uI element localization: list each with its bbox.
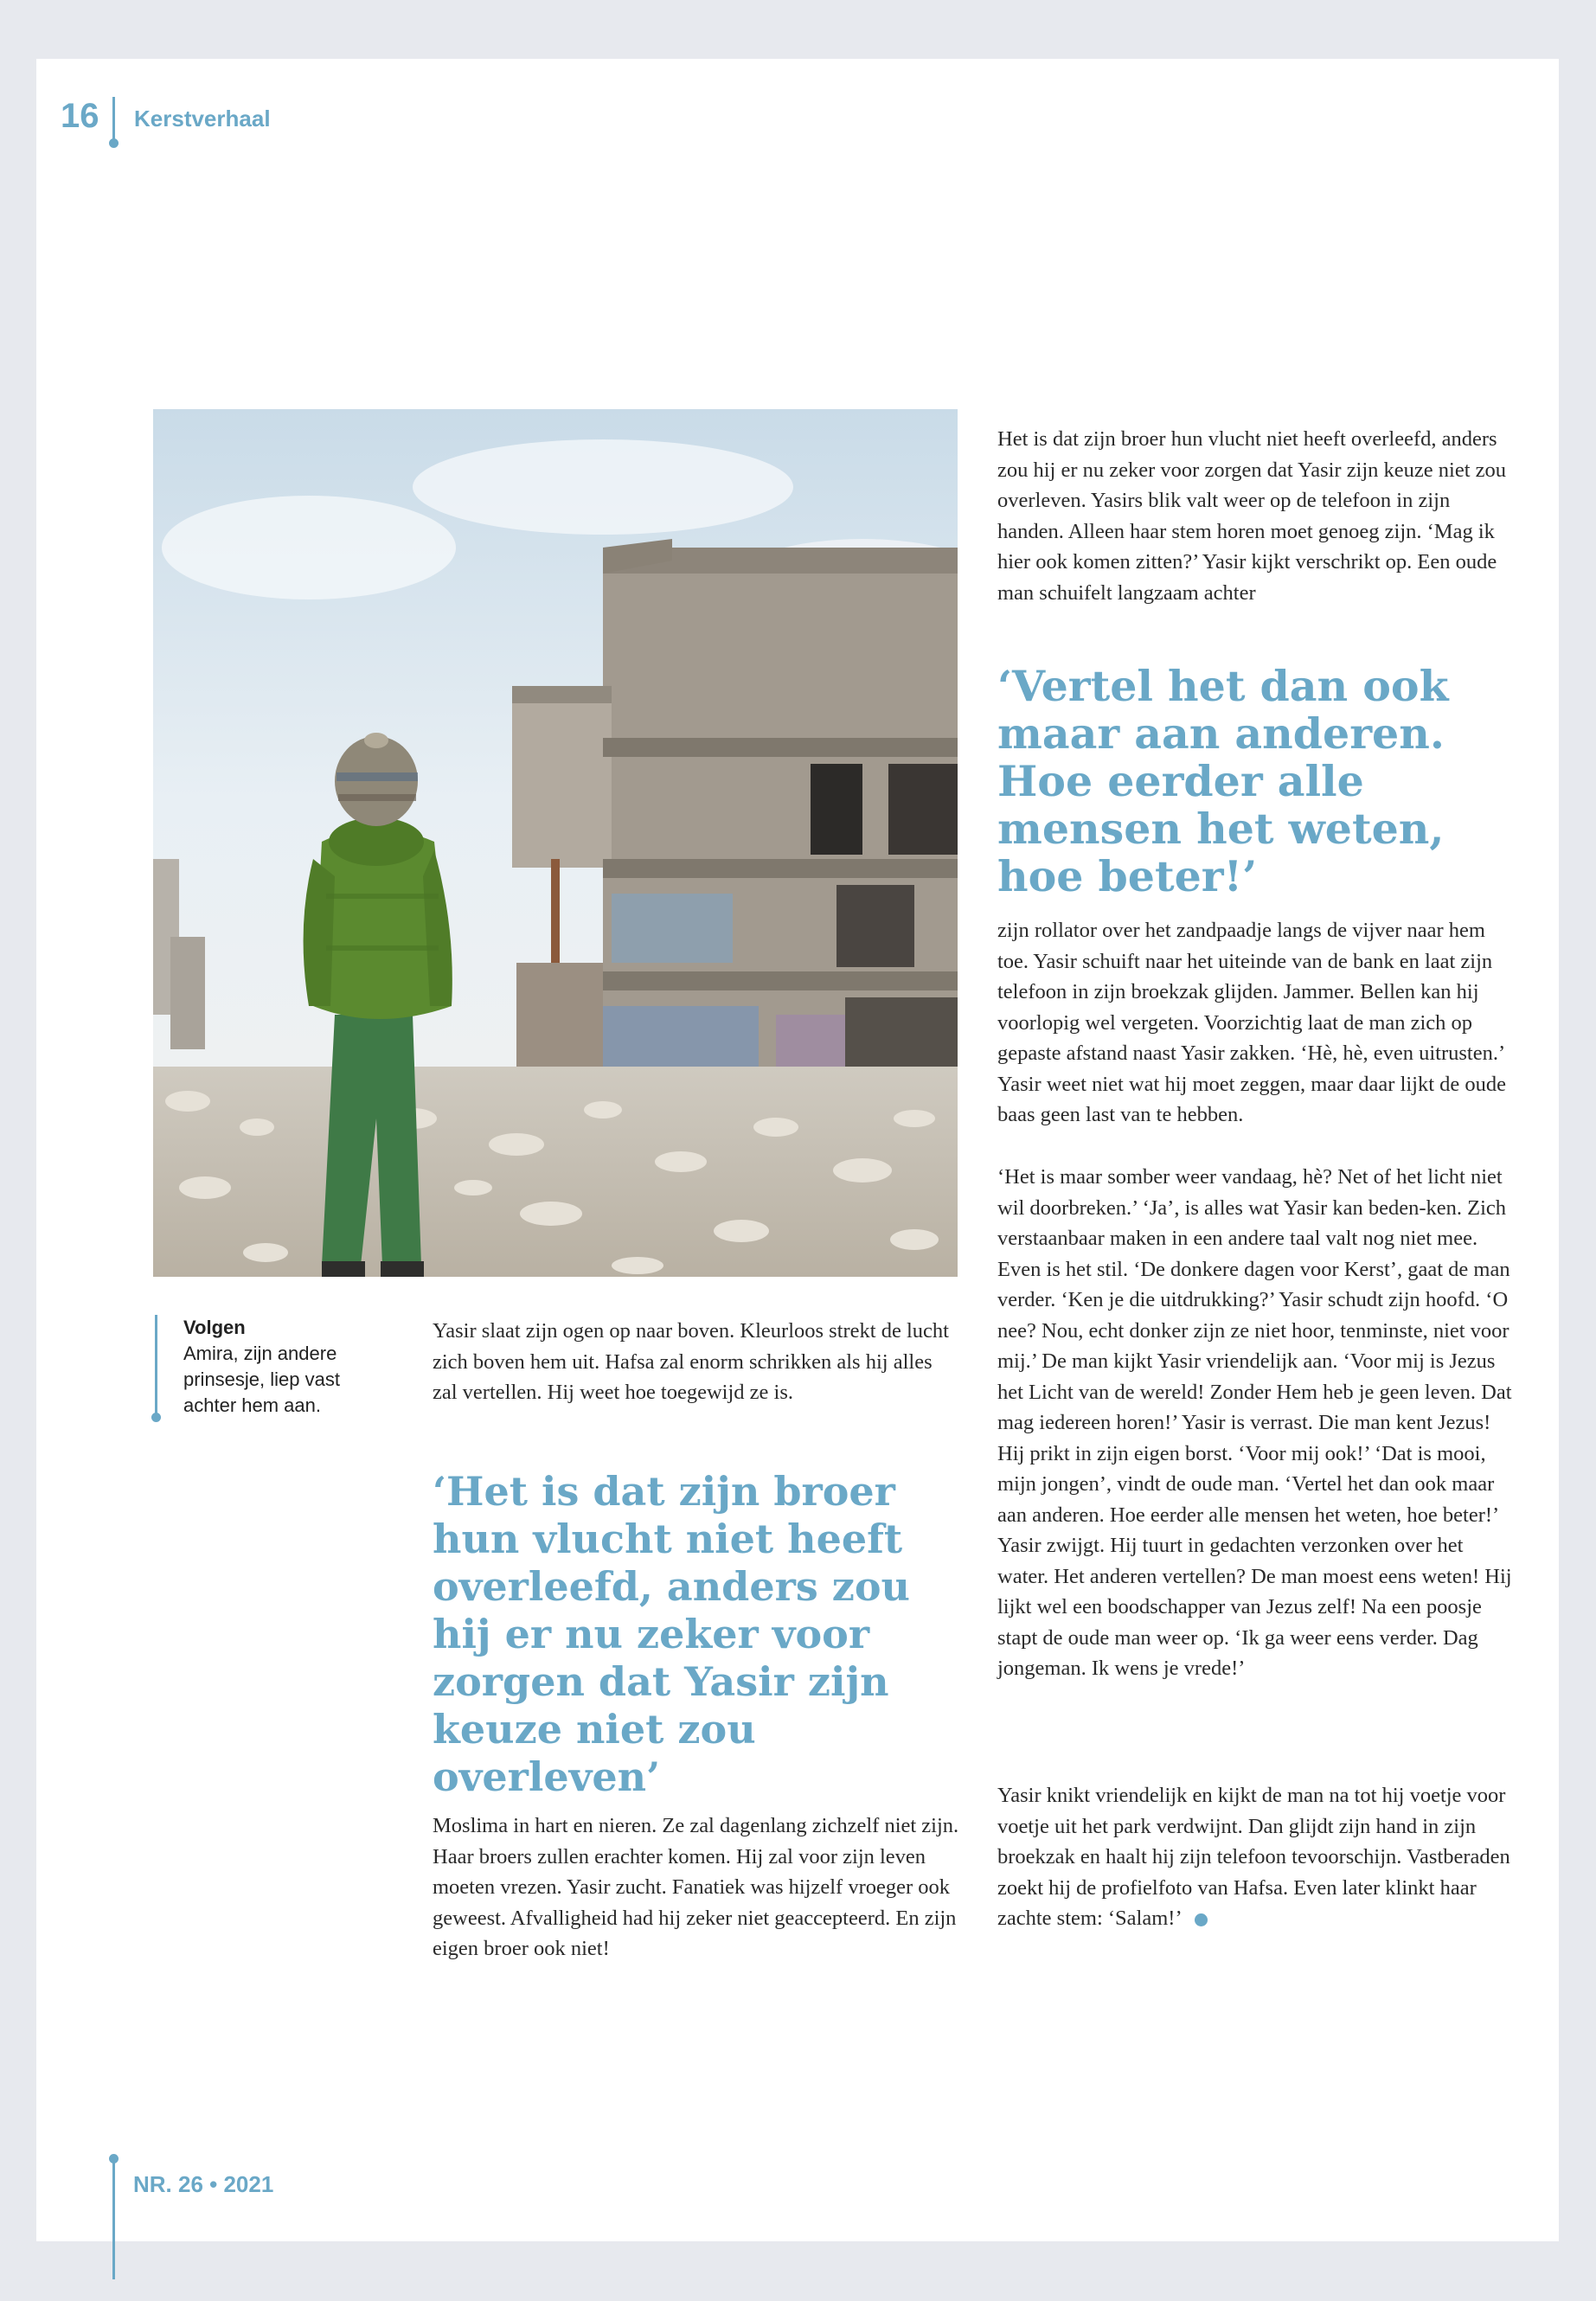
pull-quote-1: ‘Vertel het dan ook maar aan anderen. Hoe eerder alle mensen het weten, hoe beter!’ xyxy=(997,661,1449,901)
pull-quote-2: ‘Het is dat zijn broer hun vlucht niet heeft overleefd, anders zou hij er nu zeker voor zorgen dat Yasir zijn keuze niet zou overleven’ xyxy=(433,1468,910,1800)
column3-mid2-paragraph: ‘Het is maar somber weer vandaag, hè? Net of het licht niet wil doorbreken.’ ‘Ja’, is alles wat Yasir kan beden-ken. Zich verstaanbaar maken in een andere taal valt nog niet mee. Even is het stil. ‘De donkere dagen voor Kerst’, gaat de man verder. ‘Ken je die uitdrukking?’ Yasir schudt zijn hoofd. ‘O nee? Nou, echt donker zijn ze niet hoor, tenminste, niet voor mij.’ De man kijkt Yasir vriendelijk aan. ‘Voor mij is Jezus het Licht van de wereld! Zonder Hem heb je geen leven. Dat mag iedereen horen!’ Yasir is verrast. Die man kent Jezus! Hij prikt in zijn eigen borst. ‘Voor mij ook!’ ‘Dat is mooi, mijn jongen’, vindt de oude man. ‘Vertel het dan ook maar aan anderen. Hoe eerder alle mensen het weten, hoe beter!’ Yasir zwijgt. Hij tuurt in gedachten verzonken over het water. Het anderen vertellen? De man moest eens weten! Hij lijkt wel een boodschapper van Jezus zelf! Na een poosje stapt de oude man weer op. ‘Ik ga weer eens verder. Dag jongeman. Ik wens je vrede!’ xyxy=(997,1165,1512,1680)
footer-divider xyxy=(112,2158,115,2279)
column3-top-paragraph: Het is dat zijn broer hun vlucht niet heeft overleefd, anders zou hij er nu zeker voor zorgen dat Yasir zijn keuze niet zou overleven. Yasirs blik valt weer op de telefoon in zijn handen. Alleen haar stem horen moet genoeg zijn. ‘Mag ik hier ook komen zitten?’ Yasir kijkt verschrikt op. Een oude man schuifelt langzaam achter xyxy=(997,427,1507,605)
caption-divider-dot xyxy=(151,1413,161,1422)
end-of-article-dot xyxy=(1195,1913,1208,1926)
story-photo xyxy=(153,409,958,1277)
header-divider-dot xyxy=(109,138,119,148)
column3-bottom-text: Yasir knikt vriendelijk en kijkt de man na tot hij voetje voor voetje uit het park verdwijnt. Dan glijdt zijn hand in zijn broekzak en haalt hij zijn telefoon tevoorschijn. Vastberaden zoekt hij de profielfoto van Hafsa. Even later klinkt haar zachte stem: ‘Salam!’ xyxy=(997,1784,1510,1930)
caption-title: Volgen xyxy=(183,1317,246,1338)
column2-top-paragraph: Yasir slaat zijn ogen op naar boven. Kleurloos strekt de lucht zich boven hem uit. Hafsa zal enorm schrikken als hij alles zal vertellen. Hij weet hoe toegewijd ze is. xyxy=(433,1319,949,1404)
page-number: 16 xyxy=(61,97,99,135)
photo-caption xyxy=(183,1315,382,1419)
issue-number: NR. 26 • 2021 xyxy=(133,2171,274,2197)
column2-bottom-paragraph: Moslima in hart en nieren. Ze zal dagenlang zichzelf niet zijn. Haar broers zullen erachter komen. Hij zal voor zijn leven moeten vrezen. Yasir zucht. Fanatiek was hijzelf vroeger ook geweest. Afvalligheid had hij zeker niet geaccepteerd. En zijn eigen broer ook niet! xyxy=(433,1814,959,1960)
section-title: Kerstverhaal xyxy=(134,106,271,131)
caption-divider xyxy=(155,1315,157,1417)
column3-mid-paragraph: zijn rollator over het zandpaadje langs de vijver naar hem toe. Yasir schuift naar het uiteinde van de bank en laat zijn telefoon in zijn broekzak glijden. Jammer. Bellen kan hij voorlopig wel vergeten. Voorzichtig laat de man zich op gepaste afstand naast Yasir zakken. ‘Hè, hè, even uitrusten.’ Yasir weet niet wat hij moet zeggen, maar daar lijkt de oude baas geen last van te hebben. xyxy=(997,919,1507,1126)
column3-bottom-paragraph xyxy=(997,1780,1515,1934)
caption-text: Amira, zijn andere prinsesje, liep vast achter hem aan. xyxy=(183,1343,340,1416)
